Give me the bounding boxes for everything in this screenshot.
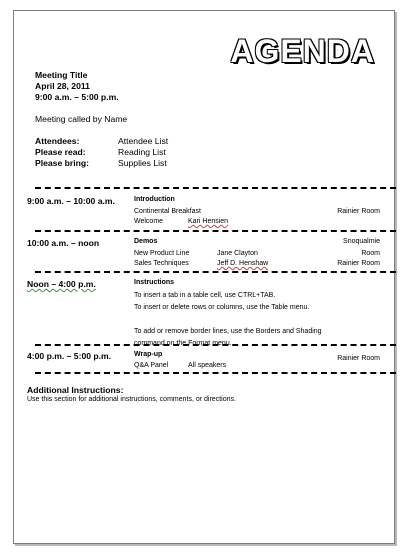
reading-value: Reading List [118, 147, 166, 157]
item-time: 10:00 a.m. – noon [27, 238, 100, 248]
section-divider [35, 372, 396, 374]
instruction-line: To add or remove border lines, use the Borders and Shading command on the Format menu. [134, 328, 322, 347]
section-divider [35, 230, 396, 232]
additional-text: Use this section for additional instructions, comments, or directions. [27, 396, 236, 403]
reading-label: Please read: [35, 147, 86, 157]
meeting-time: 9:00 a.m. – 5:00 p.m. [35, 92, 119, 102]
item-presenter: Jane Clayton [217, 250, 258, 257]
item-title: Introduction [134, 196, 175, 203]
document-page [13, 10, 395, 544]
bring-label: Please bring: [35, 158, 89, 168]
item-time: Noon – 4:00 p.m. [27, 279, 96, 289]
item-title: Demos [134, 238, 158, 245]
bring-value: Supplies List [118, 158, 167, 168]
additional-heading: Additional Instructions: [27, 385, 124, 395]
attendees-label: Attendees: [35, 136, 80, 146]
section-divider [35, 271, 396, 273]
attendees-value: Attendee List [118, 136, 169, 146]
item-topic: Continental Breakfast [134, 208, 201, 215]
item-time: 4:00 p.m. – 5:00 p.m. [27, 351, 112, 361]
called-by: Meeting called by Name [35, 114, 128, 124]
instruction-line: To insert a tab in a table cell, use CTRL+TAB. [134, 292, 276, 299]
item-title: Wrap-up [134, 351, 163, 358]
item-topic: New Product Line [134, 250, 190, 257]
item-presenter: Jeff D. Henshaw [217, 260, 269, 267]
item-location: Room [361, 250, 380, 257]
item-location: Rainier Room [337, 208, 380, 215]
section-divider [35, 187, 396, 189]
item-topic: Sales Techniques [134, 260, 189, 267]
item-location: Rainier Room [337, 260, 380, 267]
agenda-title: AGENDA [230, 33, 375, 69]
instruction-line: To insert or delete rows or columns, use the Table menu. [134, 304, 310, 311]
section-divider [35, 344, 396, 346]
item-presenter: All speakers [188, 362, 227, 369]
item-time: 9:00 a.m. – 10:00 a.m. [27, 196, 115, 206]
item-title: Instructions [134, 279, 175, 286]
item-topic: Q&A Panel [134, 362, 169, 369]
item-topic: Welcome [134, 218, 164, 225]
meeting-title: Meeting Title [35, 70, 88, 80]
item-presenter: Kari Hensien [188, 218, 229, 225]
item-location: Snoqualmie [343, 238, 380, 245]
meeting-date: April 28, 2011 [35, 81, 90, 91]
item-location: Rainier Room [337, 355, 380, 362]
